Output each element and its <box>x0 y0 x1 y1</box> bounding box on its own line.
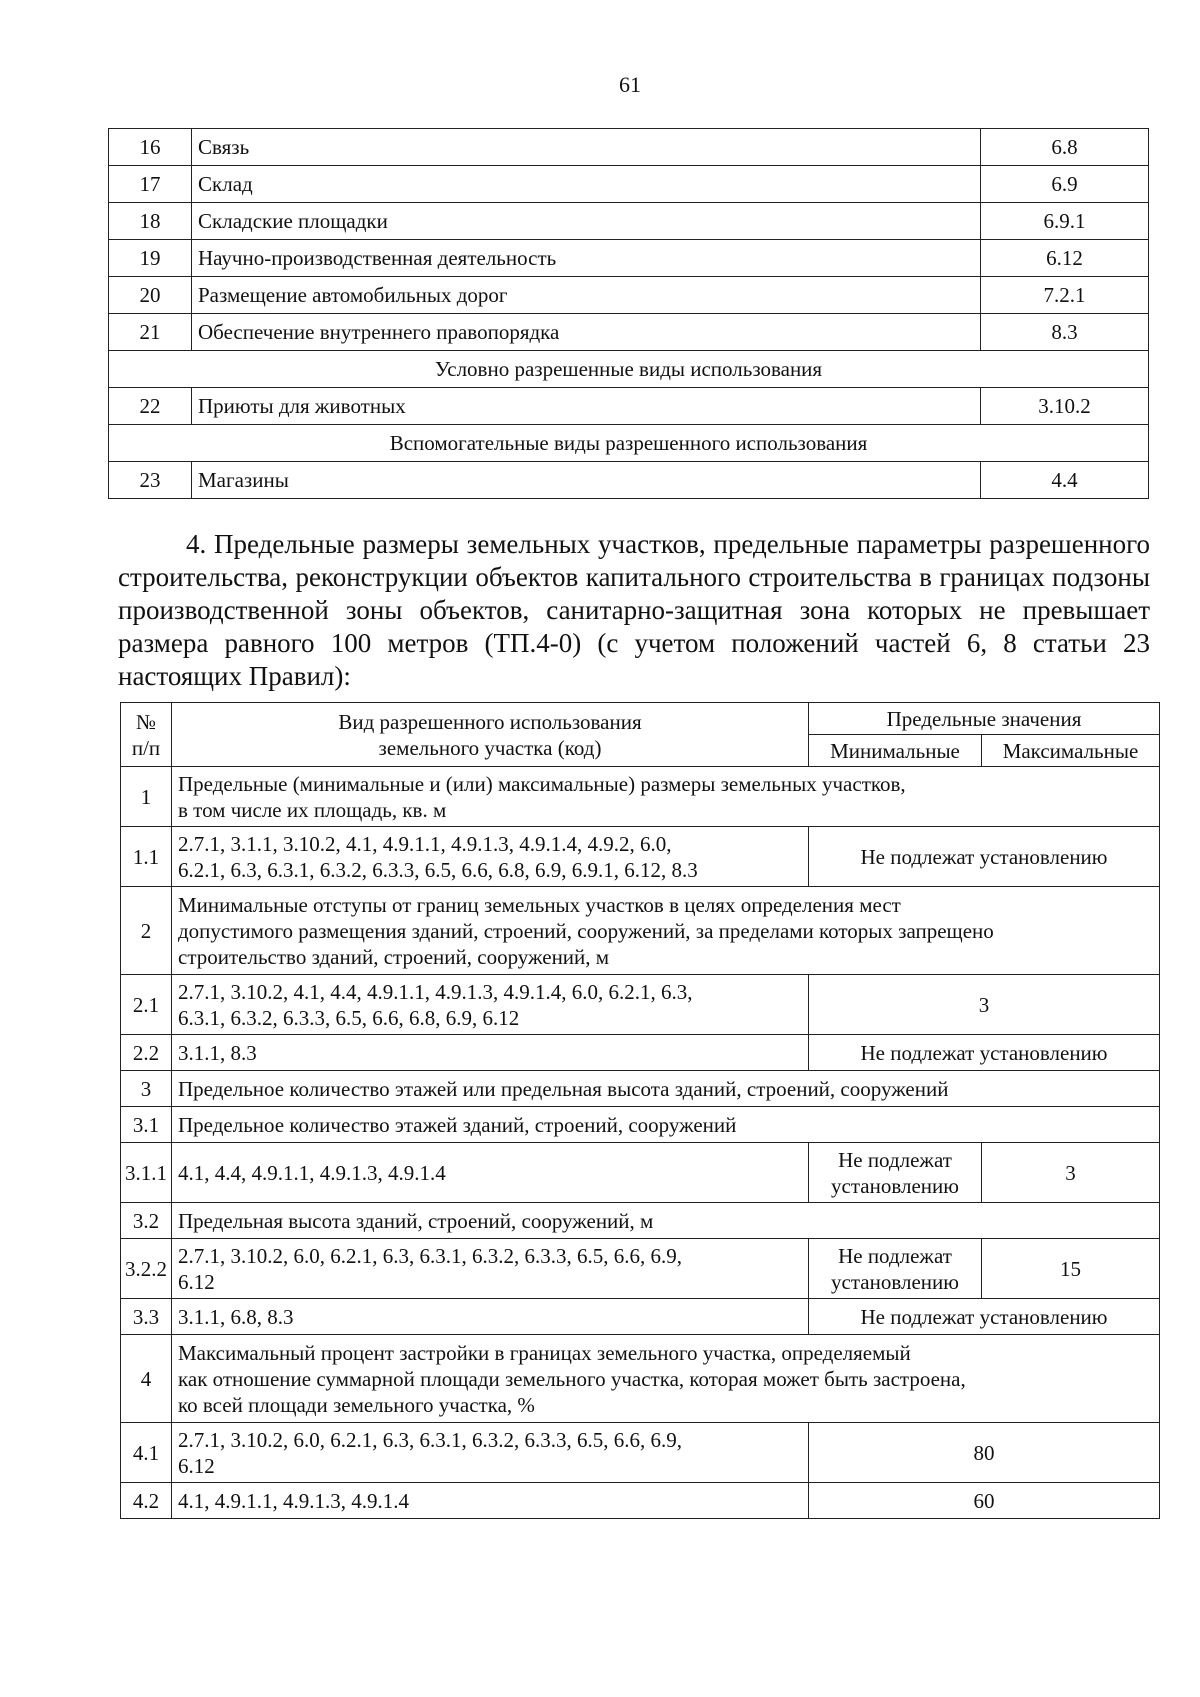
row-name: Складские площадки <box>192 203 981 240</box>
table1-main-rows <box>109 129 1149 351</box>
table-row <box>109 462 1149 499</box>
table-row <box>121 1239 1160 1299</box>
table-row <box>109 388 1149 425</box>
row-max: 3 <box>982 1143 1160 1203</box>
row-number: 17 <box>109 166 192 203</box>
row-number: 4 <box>121 1335 172 1423</box>
row-text-line: Минимальные отступы от границ земельных участков в целях определения мест <box>178 892 901 917</box>
row-min <box>809 1143 982 1203</box>
row-code: 8.3 <box>981 314 1149 351</box>
section-row-auxiliary <box>109 425 1149 462</box>
row-number: 23 <box>109 462 192 499</box>
row-value: 3 <box>809 975 1160 1035</box>
row-codes <box>172 827 809 887</box>
row-text <box>172 767 1160 827</box>
row-code: 6.9.1 <box>981 203 1149 240</box>
header-min: Минимальные <box>809 735 982 767</box>
row-code: 6.9 <box>981 166 1149 203</box>
row-codes: 4.1, 4.9.1.1, 4.9.1.3, 4.9.1.4 <box>172 1483 809 1519</box>
row-number: 20 <box>109 277 192 314</box>
row-value: Не подлежат установлению <box>809 827 1160 887</box>
row-name: Обеспечение внутреннего правопорядка <box>192 314 981 351</box>
row-codes-line: 2.7.1, 3.1.1, 3.10.2, 4.1, 4.9.1.1, 4.9.1.3, 4.9.1.4, 4.9.2, 6.0, <box>178 831 672 856</box>
table-row <box>109 314 1149 351</box>
row-text <box>172 887 1160 975</box>
row-codes <box>172 1239 809 1299</box>
header-type <box>172 703 809 767</box>
row-number: 2.1 <box>121 975 172 1035</box>
table-row <box>121 1335 1160 1423</box>
row-number: 19 <box>109 240 192 277</box>
row-number: 22 <box>109 388 192 425</box>
section-row-conditional <box>109 351 1149 388</box>
table-row <box>109 203 1149 240</box>
table-row <box>121 1035 1160 1071</box>
row-max: 15 <box>982 1239 1160 1299</box>
row-codes <box>172 1423 809 1483</box>
section-paragraph: 4. Предельные размеры земельных участков, предельные параметры разрешенного строительства, реконструкции объектов капитального строительства в границах подзоны производственной зоны объектов, санитарно-защитная зона которых не превышает размера равного 100 метров (ТП.4-0) (с учетом положений частей 6, 8 статьи 23 настоящих Правил): <box>118 529 1150 691</box>
row-number: 1 <box>121 767 172 827</box>
row-min <box>809 1239 982 1299</box>
table-row <box>121 1203 1160 1239</box>
table-row <box>121 1071 1160 1107</box>
table-row <box>121 767 1160 827</box>
limits-table <box>120 702 1160 1519</box>
row-text-line: в том числе их площадь, кв. м <box>178 797 447 822</box>
row-name: Магазины <box>192 462 981 499</box>
row-name: Научно-производственная деятельность <box>192 240 981 277</box>
row-text-line: Предельные (минимальные и (или) максимальные) размеры земельных участков, <box>178 771 906 796</box>
row-code: 7.2.1 <box>981 277 1149 314</box>
row-number: 1.1 <box>121 827 172 887</box>
row-codes: 3.1.1, 8.3 <box>172 1035 809 1071</box>
row-codes-line: 6.2.1, 6.3, 6.3.1, 6.3.2, 6.3.3, 6.5, 6.6, 6.8, 6.9, 6.9.1, 6.12, 8.3 <box>178 857 698 882</box>
row-number: 3 <box>121 1071 172 1107</box>
row-number: 2.2 <box>121 1035 172 1071</box>
table-row <box>121 1299 1160 1335</box>
row-codes-line: 6.12 <box>178 1269 215 1294</box>
row-codes-line: 2.7.1, 3.10.2, 6.0, 6.2.1, 6.3, 6.3.1, 6.3.2, 6.3.3, 6.5, 6.6, 6.9, <box>178 1243 682 1268</box>
row-code: 6.8 <box>981 129 1149 166</box>
section-title: Условно разрешенные виды использования <box>109 351 1149 388</box>
row-number: 16 <box>109 129 192 166</box>
row-text: Предельная высота зданий, строений, сооружений, м <box>172 1203 1160 1239</box>
row-code: 6.12 <box>981 240 1149 277</box>
row-number: 2 <box>121 887 172 975</box>
row-min-line: Не подлежат <box>838 1147 952 1172</box>
row-number: 3.1.1 <box>121 1143 172 1203</box>
row-number: 21 <box>109 314 192 351</box>
row-text-line: Максимальный процент застройки в границах земельного участка, определяемый <box>178 1340 911 1365</box>
row-text-line: ко всей площади земельного участка, % <box>178 1392 535 1417</box>
row-text-line: как отношение суммарной площади земельного участка, которая может быть застроена, <box>178 1366 966 1391</box>
table-row <box>109 129 1149 166</box>
table-row <box>121 827 1160 887</box>
row-code: 4.4 <box>981 462 1149 499</box>
header-row <box>121 703 1160 735</box>
row-number: 3.1 <box>121 1107 172 1143</box>
row-text-line: строительство зданий, строений, сооружений, м <box>178 944 610 969</box>
row-text <box>172 1335 1160 1423</box>
row-number: 18 <box>109 203 192 240</box>
row-number: 4.1 <box>121 1423 172 1483</box>
table-row <box>109 240 1149 277</box>
row-value: Не подлежат установлению <box>809 1299 1160 1335</box>
table-row <box>121 1483 1160 1519</box>
row-codes-line: 2.7.1, 3.10.2, 4.1, 4.4, 4.9.1.1, 4.9.1.3, 4.9.1.4, 6.0, 6.2.1, 6.3, <box>178 979 693 1004</box>
row-text: Предельное количество этажей зданий, строений, сооружений <box>172 1107 1160 1143</box>
row-number: 3.2 <box>121 1203 172 1239</box>
row-value: 60 <box>809 1483 1160 1519</box>
row-text: Предельное количество этажей или предельная высота зданий, строений, сооружений <box>172 1071 1160 1107</box>
table1-rest <box>109 351 1149 499</box>
table-row <box>121 1143 1160 1203</box>
row-value: Не подлежат установлению <box>809 1035 1160 1071</box>
header-type-line1: Вид разрешенного использования <box>338 709 642 734</box>
table-row <box>121 1423 1160 1483</box>
row-number: 4.2 <box>121 1483 172 1519</box>
table-row <box>121 1107 1160 1143</box>
table-row <box>109 277 1149 314</box>
row-min-line: установлению <box>831 1269 959 1294</box>
table-row <box>121 975 1160 1035</box>
row-codes-line: 6.3.1, 6.3.2, 6.3.3, 6.5, 6.6, 6.8, 6.9, 6.12 <box>178 1005 520 1030</box>
header-limits: Предельные значения <box>809 703 1160 735</box>
header-number-line2: п/п <box>131 735 161 760</box>
row-name: Приюты для животных <box>192 388 981 425</box>
row-min-line: Не подлежат <box>838 1243 952 1268</box>
header-type-line2: земельного участка (код) <box>378 735 602 760</box>
page-number: 61 <box>619 72 641 97</box>
row-codes <box>172 975 809 1035</box>
header-number-line1: № <box>135 709 157 734</box>
row-codes-line: 6.12 <box>178 1453 215 1478</box>
header-number <box>121 703 172 767</box>
row-code: 3.10.2 <box>981 388 1149 425</box>
row-name: Склад <box>192 166 981 203</box>
table-row <box>109 166 1149 203</box>
row-value: 80 <box>809 1423 1160 1483</box>
row-codes-line: 2.7.1, 3.10.2, 6.0, 6.2.1, 6.3, 6.3.1, 6.3.2, 6.3.3, 6.5, 6.6, 6.9, <box>178 1427 682 1452</box>
row-min-line: установлению <box>831 1173 959 1198</box>
row-text-line: допустимого размещения зданий, строений, сооружений, за пределами которых запрещено <box>178 918 994 943</box>
row-codes: 4.1, 4.4, 4.9.1.1, 4.9.1.3, 4.9.1.4 <box>172 1143 809 1203</box>
header-max: Максимальные <box>982 735 1160 767</box>
row-name: Размещение автомобильных дорог <box>192 277 981 314</box>
row-number: 3.3 <box>121 1299 172 1335</box>
row-codes: 3.1.1, 6.8, 8.3 <box>172 1299 809 1335</box>
section-title: Вспомогательные виды разрешенного использования <box>109 425 1149 462</box>
table-row <box>121 887 1160 975</box>
row-number: 3.2.2 <box>121 1239 172 1299</box>
land-use-types-table <box>108 128 1149 499</box>
row-name: Связь <box>192 129 981 166</box>
